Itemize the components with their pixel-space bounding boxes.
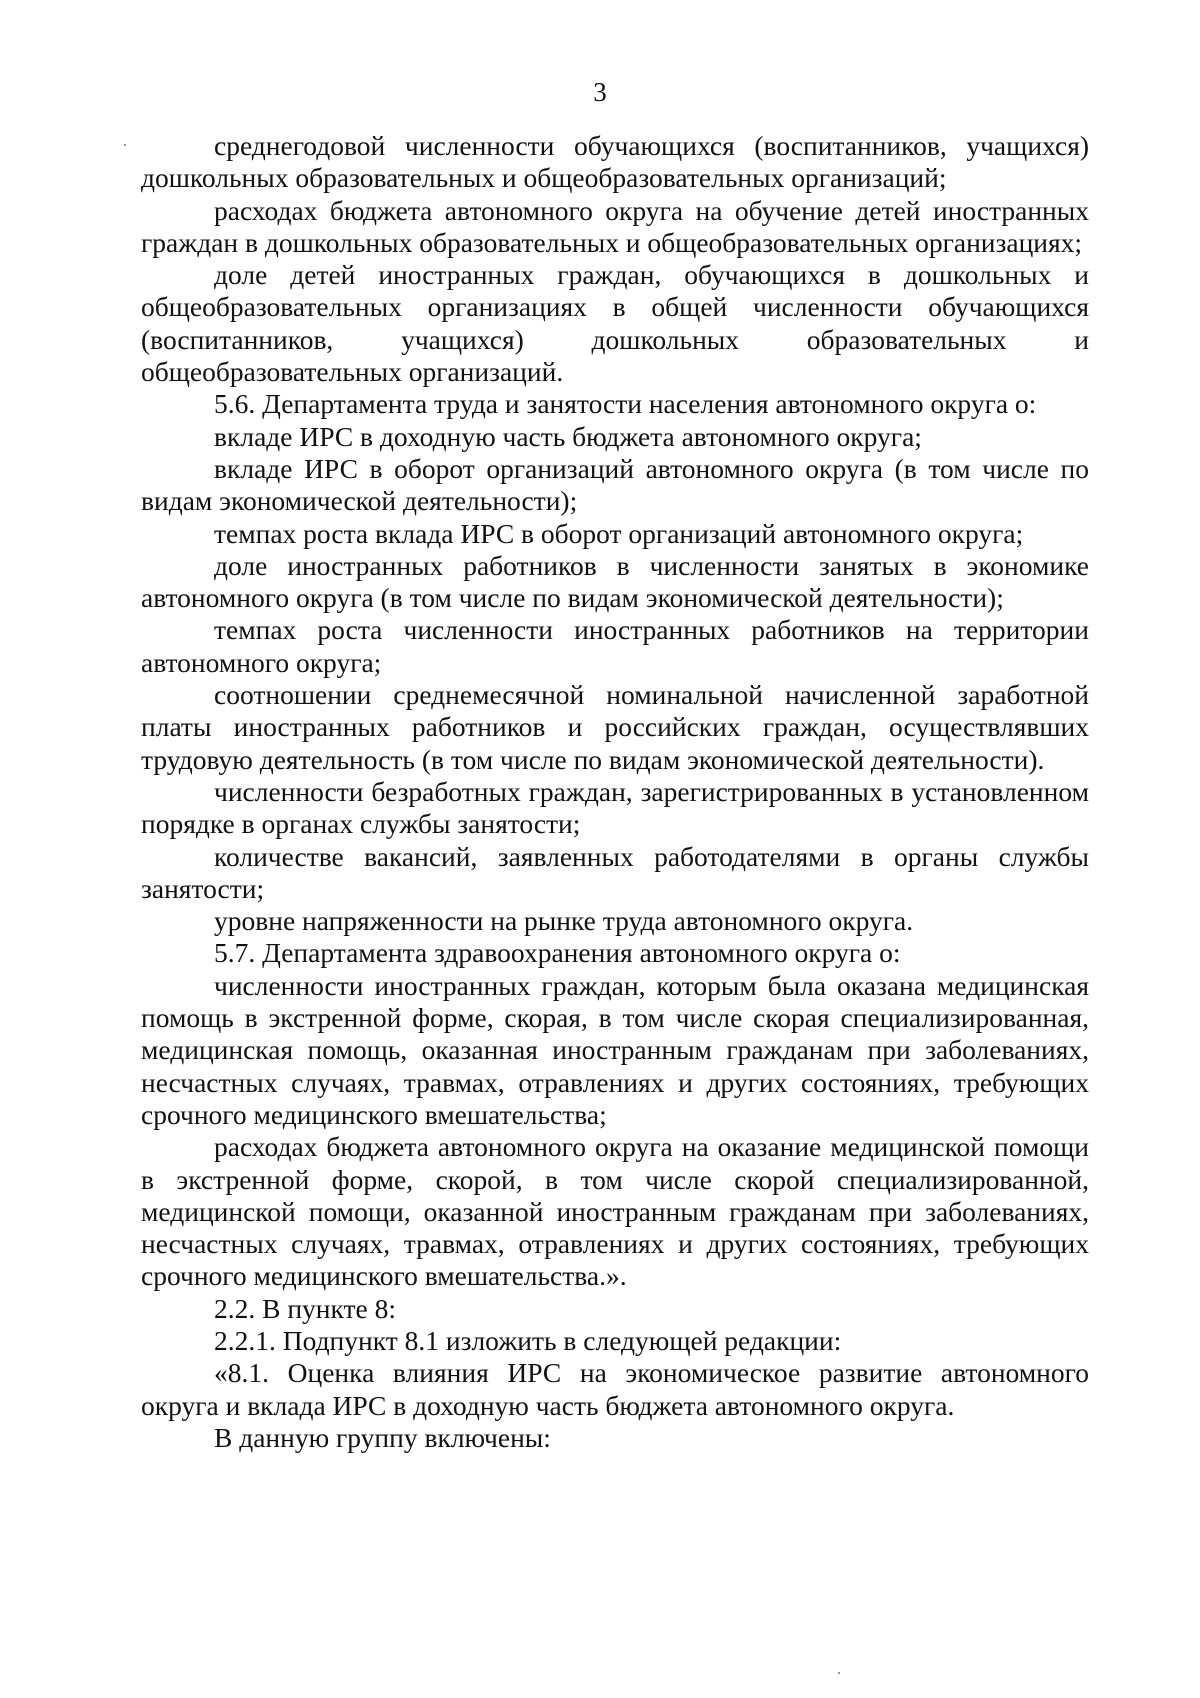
paragraph-8-1-text: «8.1. Оценка влияния ИРС на экономическое развитие автономного округа и вклада ИРС в доходную часть бюджета автономного округа. <box>141 1357 1089 1421</box>
paragraph-enrollment-count: среднегодовой численности обучающихся (воспитанников, учащихся) дошкольных образовательных и общеобразовательных организаций; <box>141 130 1089 194</box>
clause-5-7-heading: 5.7. Департамента здравоохранения автономного округа о: <box>214 937 901 969</box>
clause-2-2-heading: 2.2. В пункте 8: <box>214 1292 397 1324</box>
paragraph-emergency-care-expenses: расходах бюджета автономного округа на оказание медицинской помощи в экстренной форме, скорой, в том числе скорой специализированной, медицинской помощи, оказанной иностранным гражданам при заболеваниях, несчастных случаях, травмах, отравлениях и других состояниях, требующих срочного медицинского вмешательства.». <box>141 1131 1089 1292</box>
scan-speck <box>838 1672 840 1674</box>
paragraph-wage-ratio: соотношении среднемесячной номинальной начисленной заработной платы иностранных работников и российских граждан, осуществлявших трудовую деятельность (в том числе по видам экономической деятельности). <box>141 679 1089 775</box>
paragraph-irs-turnover-contribution: вкладе ИРС в оборот организаций автономного округа (в том числе по видам экономической деятельности); <box>141 452 1089 517</box>
clause-5-6-heading: 5.6. Департамента труда и занятости населения автономного округа о: <box>214 388 1037 420</box>
paragraph-foreign-workers-growth: темпах роста численности иностранных работников на территории автономного округа; <box>141 614 1089 678</box>
paragraph-foreign-workers-share: доле иностранных работников в численности занятых в экономике автономного округа (в том числе по видам экономической деятельности); <box>141 549 1089 614</box>
paragraph-vacancies-count: количестве вакансий, заявленных работодателями в органы службы занятости; <box>141 840 1089 904</box>
paragraph-irs-turnover-growth: темпах роста вклада ИРС в оборот организаций автономного округа; <box>214 517 1024 549</box>
paragraph-education-expenses: расходах бюджета автономного округа на обучение детей иностранных граждан в дошкольных образовательных и общеобразовательных организациях; <box>141 194 1089 258</box>
paragraph-group-includes: В данную группу включены: <box>214 1421 551 1453</box>
document-body <box>141 130 1089 1454</box>
paragraph-irs-budget-contribution: вкладе ИРС в доходную часть бюджета автономного округа; <box>214 420 922 452</box>
clause-2-2-1-heading: 2.2.1. Подпункт 8.1 изложить в следующей редакции: <box>214 1324 842 1356</box>
paragraph-foreign-children-share: доле детей иностранных граждан, обучающихся в дошкольных и общеобразовательных организациях в общей численности обучающихся (воспитанников, учащихся) дошкольных образовательных и общеобразовательных организаций. <box>141 259 1089 388</box>
paragraph-emergency-care-count: численности иностранных граждан, которым была оказана медицинская помощь в экстренной форме, скорая, в том числе скорая специализированная, медицинская помощь, оказанная иностранным гражданам при заболеваниях, несчастных случаях, травмах, отравлениях и других состояниях, требующих срочного медицинского вмешательства; <box>141 969 1089 1130</box>
paragraph-unemployed-count: численности безработных граждан, зарегистрированных в установленном порядке в органах службы занятости; <box>141 775 1089 840</box>
paragraph-labor-market-tension: уровне напряженности на рынке труда автономного округа. <box>214 905 914 937</box>
page-number: 3 <box>593 77 607 107</box>
scan-speck <box>124 144 126 146</box>
